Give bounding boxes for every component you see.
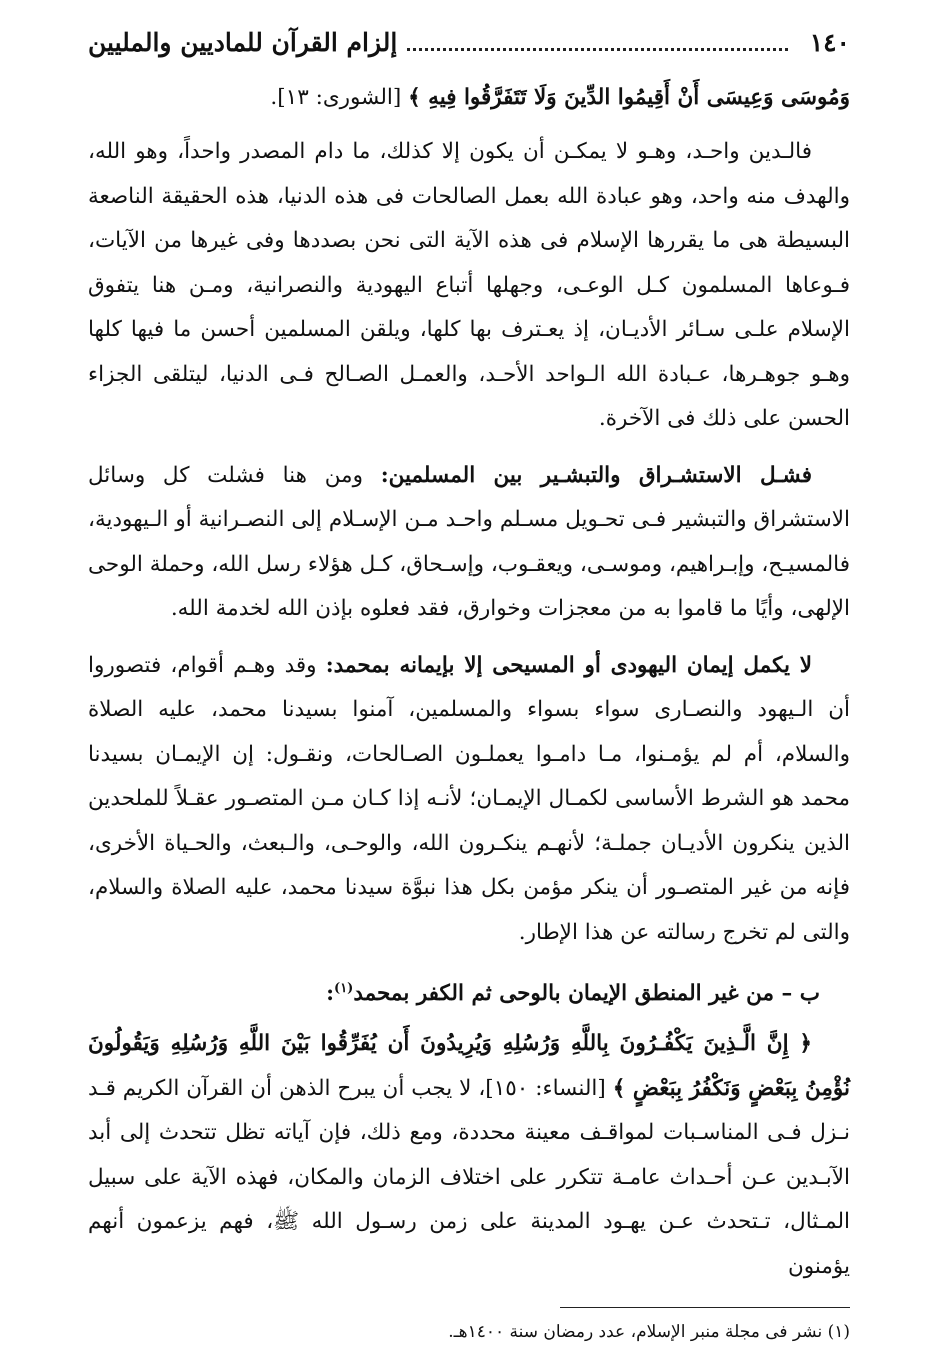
footnote-reference: (١) [334, 981, 354, 996]
verse-text: وَمُوسَى وَعِيسَى أَنْ أَقِيمُوا الدِّينَ وَلَا تَتَفَرَّقُوا فِيهِ ﴾ [408, 85, 850, 110]
section-verse-discussion [88, 1022, 850, 1289]
section-faith-completion [88, 644, 850, 956]
quran-verse: ﴿ إِنَّ الَّـذِينَ يَكْفُـرُونَ بِاللَّهِ وَرُسُلِهِ وَيُرِيدُونَ أَن يُفَرِّقُوا بَيْنَ اللَّهِ وَرُسُلِهِ وَيَقُولُونَ نُؤْمِنُ بِبَعْضٍ وَنَكْفُرُ بِبَعْضٍ ﴾ [88, 1031, 850, 1101]
section-text: وقد وهـم أقوام، فتصوروا أن الـيهود والنصـارى سواء بسواء والمسلمين، آمنوا بسيدنا محمد، عليه الصلاة والسلام، أم لم يؤمـنوا، مـا دامـوا يعملـون الصـالحات، ونقـول: إن الإيمـان بسيدنا محمد هو الشرط الأساسى لكمـال الإيمـان؛ لأنـه إذا كـان مـن المتصـور عقـلاً للملحدين الذين ينكرون الأديـان جملـة؛ لأنهـم ينكـرون الله، والوحـى، والـبعث، والحـياة الأخرى، فإنه من غير المتصـور أن ينكر مؤمن بكل هذا نبوَّة سيدنا محمد، عليه الصلاة والسلام، والتى لم تخرج رسالته عن هذا الإطار. [88, 652, 850, 945]
subsection-title: ب – من غير المنطق الإيمان بالوحى ثم الكفر بمحمد [353, 981, 820, 1007]
running-header [88, 28, 850, 78]
subsection-heading-b [88, 967, 850, 1016]
verse-reference: [النساء: ١٥٠]، [478, 1075, 606, 1101]
footnote: (١) نشر فى مجلة منبر الإسلام، عدد رمضان سنة ١٤٠٠هـ. [448, 1322, 850, 1343]
page-number: ١٤٠ [809, 28, 850, 57]
section-text: لا يجب أن يبرح الذهن أن القرآن الكريم قـد نـزل فـى المناسـبات لمواقـف معينة محددة، ومع ذلك، فإن آياته تظل تتحدث إلى أبد الآبـدين عـن أحـداث عامـة تتكرر على اختلاف الزمان والمكان، فهذه الآية على سبيل المـثال، تـتحدث عـن يهـود المدينة على زمن رسـول الله ﷺ، فهم يزعمون أنهم يؤمنون [88, 1075, 850, 1279]
book-title: إلزام القرآن للماديين والمليين [88, 28, 398, 57]
verse-reference: [الشورى: ١٣]. [270, 85, 402, 110]
heading-colon: : [326, 981, 335, 1007]
section-text: ومن هنا فشلت كل وسائل الاستشراق والتبشير فـى تحـويل مسـلم واحـد مـن الإسـلام إلى النصـرانية أو الـيهودية، فالمسيـح، وإبـراهيم، وموسـى، ويعقـوب، وإسـحاق، كـل هؤلاء رسل الله، وحملة الوحى الإلهى، وأيًا ما قاموا به من معجزات وخوارق، فقد فعلوه بإذن الله لخدمة الله. [88, 462, 850, 621]
section-heading: فشـل الاستشـراق والتبشـير بين المسلمين: [380, 462, 812, 488]
verse-continuation [88, 78, 850, 118]
paragraph-1: فالـدين واحـد، وهـو لا يمكـن أن يكون إلا كذلك، ما دام المصدر واحداً، وهو الله، والهدف منه واحد، وهو عبادة الله بعمل الصالحات فى هذه الدنيا، هذه الحقيقة الناصعة البسيطة هى ما يقررها الإسلام فى هذه الآية التى نحن بصددها وفى غيرها من الآيات، فـوعاها المسلمون كـل الوعـى، وجهلها أتباع اليهودية والنصرانية، ومـن هنا يتفوق الإسلام علـى سـائر الأديـان، إذ يعـترف بها كلها، ويلقن المسلمين أحسن ما فيها كلها وهـو جوهـرها، عـبادة الله الـواحد الأحـد، والعمـل الصـالح فـى الدنيا، ليتلقى الجزاء الحسن على ذلك فى الآخرة. [88, 139, 850, 431]
section-orientalism [88, 454, 850, 632]
section-heading: لا يكمل إيمان اليهودى أو المسيحى إلا بإيمانه بمحمد: [325, 652, 812, 678]
page [88, 28, 850, 1343]
footnote-divider [560, 1307, 850, 1308]
header-dotted-leader [407, 47, 787, 51]
